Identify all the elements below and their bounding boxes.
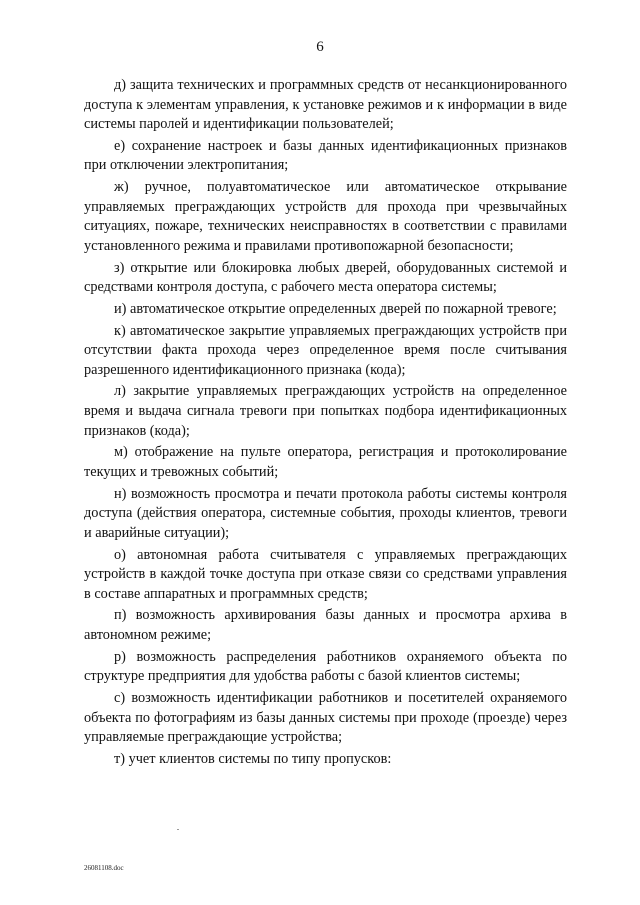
list-item-o: о) автономная работа считывателя с управляемых преграждающих устройств в каждой точке доступа при отказе связи со средствами управления в составе аппаратных и программных средств; xyxy=(84,546,567,602)
list-item-t: т) учет клиентов системы по типу пропусков: xyxy=(114,750,392,767)
list-item-n: н) возможность просмотра и печати протокола работы системы контроля доступа (действия оператора, системные события, проходы клиентов, тревоги и аварийные ситуации); xyxy=(84,485,567,541)
list-item-e: е) сохранение настроек и базы данных идентификационных признаков при отключении электропитания; xyxy=(84,137,567,174)
list-item-d: д) защита технических и программных средств от несанкционированного доступа к элементам управления, к установке режимов и к информации в виде системы паролей и идентификации пользователей; xyxy=(84,77,567,133)
list-item-s: с) возможность идентификации работников и посетителей охраняемого объекта по фотографиям из базы данных системы при проходе (проезде) через управляемые преграждающие устройства; xyxy=(84,689,567,746)
document-body xyxy=(84,76,567,772)
list-item-i: и) автоматическое открытие определенных дверей по пожарной тревоге; xyxy=(114,300,557,317)
page-number: 6 xyxy=(316,39,324,55)
list-item-k: к) автоматическое закрытие управляемых преграждающих устройств при отсутствии факта прохода через определенное время после считывания разрешенного идентификационного признака (кода); xyxy=(84,322,567,378)
scan-speck xyxy=(177,829,179,830)
document-footer-filename: 26081108.doc xyxy=(84,864,124,872)
list-item-z: з) открытие или блокировка любых дверей, оборудованных системой и средствами контроля доступа, с рабочего места оператора системы; xyxy=(84,259,567,296)
list-item-zh: ж) ручное, полуавтоматическое или автоматическое открывание управляемых преграждающих устройств для прохода при чрезвычайных ситуациях, пожаре, технических неисправностях в соответствии с правилами установленного режима и правилами противопожарной безопасности; xyxy=(84,179,567,254)
list-item-l: л) закрытие управляемых преграждающих устройств на определенное время и выдача сигнала тревоги при попытках подбора идентификационных признаков (кода); xyxy=(84,383,567,439)
list-item-p: п) возможность архивирования базы данных и просмотра архива в автономном режиме; xyxy=(84,607,567,643)
list-item-m: м) отображение на пульте оператора, регистрация и протоколирование текущих и тревожных событий; xyxy=(84,444,567,480)
list-item-r: р) возможность распределения работников охраняемого объекта по структуре предприятия для удобства работы с базой клиентов системы; xyxy=(84,648,567,685)
